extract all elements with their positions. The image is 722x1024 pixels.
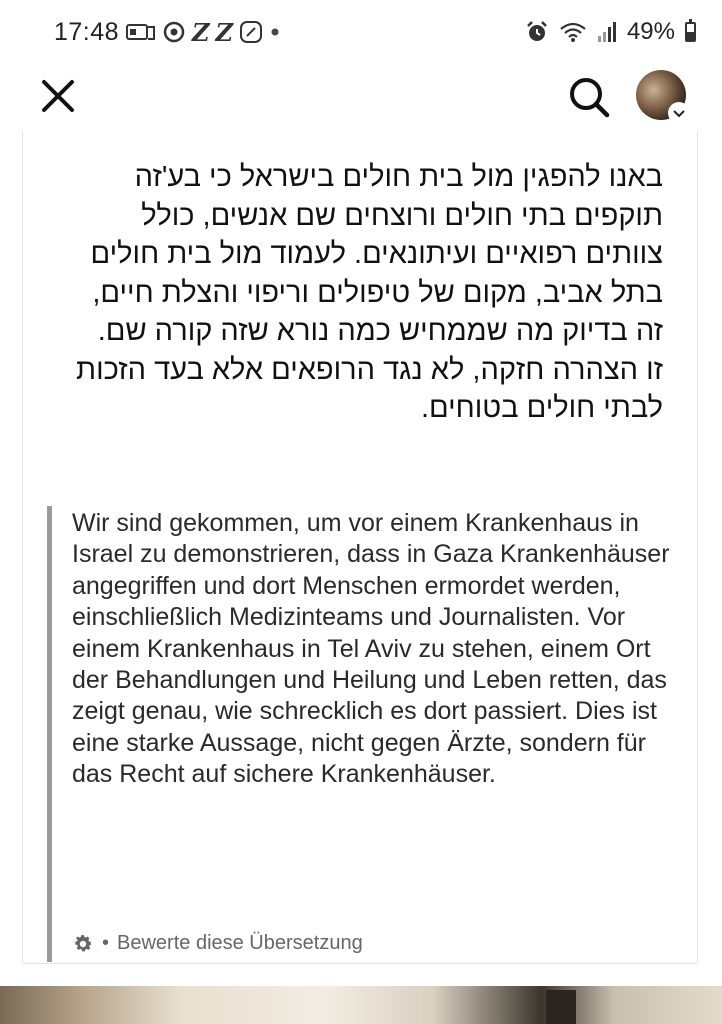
wifi-icon	[559, 16, 587, 48]
status-time: 17:48	[54, 18, 120, 46]
post-original-text: באנו להפגין מול בית חולים בישראל כי בע'זה תוקפים בתי חולים ורוצחים שם אנשים, כולל צוותים רפואיים ועיתונאים. לעמוד מול בית חולים בתל אביב, מקום של טיפולים וריפוי והצלת חיים, זה בדיוק מה שממחיש כמה נורא שזה קורה שם. זו הצהרה חזקה, לא נגד הרופאים אלא בעד הזכות לבתי חולים בטוחים.	[76, 161, 663, 424]
search-button[interactable]	[564, 72, 614, 122]
status-bar	[0, 0, 722, 64]
post-content	[22, 130, 698, 964]
signal-icon	[597, 16, 617, 48]
rate-translation-label: Bewerte diese Übersetzung	[117, 932, 363, 954]
app-bar	[0, 64, 722, 130]
gear-icon	[72, 933, 94, 955]
rate-separator: •	[102, 932, 110, 954]
translation-text: Wir sind gekommen, um vor einem Krankenhaus in Israel zu demonstrieren, dass in Gaza Krankenhäuser angegriffen und dort Menschen ermordet werden, einschließlich Medizinteams und Journalisten. Vor einem Krankenhaus in Tel Aviv zu stehen, einem Ort der Behandlungen und Heilung und Leben retten, das zeigt genau, wie schrecklich es dort passiert. Dies ist eine starke Aussage, nicht gegen Ärzte, sondern für das Recht auf sichere Krankenhäuser.	[72, 509, 670, 789]
post-image-detail	[546, 990, 576, 1024]
notification-icons	[126, 16, 281, 48]
dot-icon	[269, 16, 281, 48]
close-icon	[41, 79, 75, 113]
threads-icon	[239, 16, 263, 48]
card-icon	[126, 16, 156, 48]
z-app-icon: Z	[215, 17, 234, 47]
battery-icon	[685, 22, 696, 42]
alarm-icon	[525, 16, 549, 48]
z-app-icon: Z	[192, 17, 210, 47]
system-icons	[525, 16, 696, 48]
post-image[interactable]	[0, 986, 722, 1024]
sync-icon	[162, 16, 186, 48]
battery-percent: 49%	[626, 18, 675, 45]
battery-level	[687, 32, 694, 40]
translation-block	[47, 506, 677, 962]
rate-translation[interactable]	[72, 932, 363, 955]
close-button[interactable]	[36, 74, 80, 118]
search-icon	[567, 75, 611, 119]
chevron-down-icon[interactable]	[668, 102, 690, 124]
